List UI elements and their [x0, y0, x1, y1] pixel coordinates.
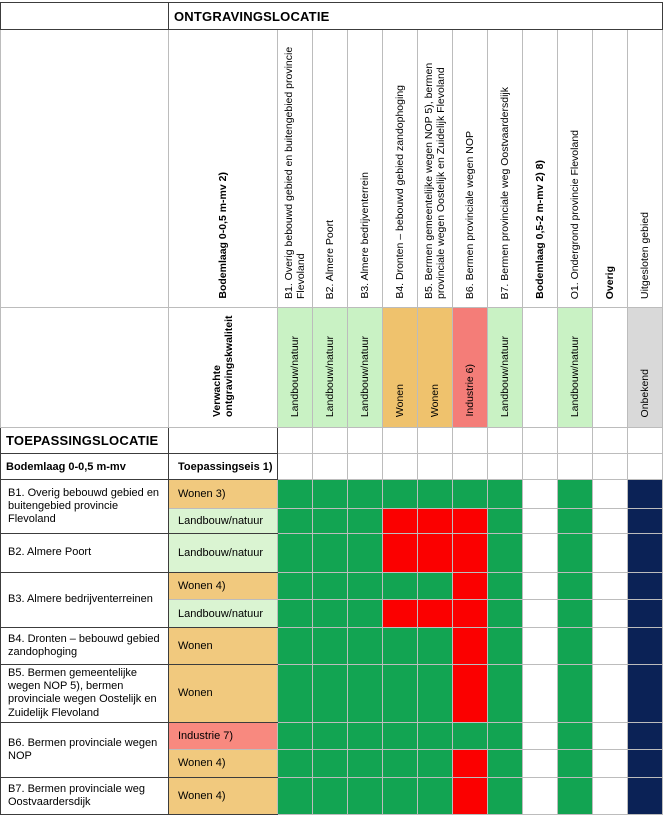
column-header-cell — [523, 30, 558, 308]
empty-matrix-cell — [558, 428, 593, 454]
empty-matrix-cell — [418, 428, 453, 454]
column-header-cell — [348, 30, 383, 308]
matrix-cell — [313, 600, 348, 628]
empty-matrix-cell — [593, 428, 628, 454]
matrix-cell — [593, 480, 628, 509]
ontgravingslocatie-header: ONTGRAVINGSLOCATIE — [169, 3, 663, 30]
matrix-cell — [628, 534, 663, 573]
matrix-cell — [558, 628, 593, 665]
matrix-cell — [488, 665, 523, 723]
requirement-cell: Wonen 4) — [169, 777, 278, 814]
matrix-cell — [278, 573, 313, 600]
expected-quality-label: Wonen — [394, 383, 406, 417]
matrix-cell — [453, 628, 488, 665]
matrix-cell — [488, 600, 523, 628]
matrix-cell — [628, 628, 663, 665]
matrix-cell — [383, 509, 418, 534]
top-left-blank-cell — [1, 3, 169, 30]
matrix-cell — [523, 534, 558, 573]
empty-matrix-cell — [523, 454, 558, 480]
matrix-cell — [313, 749, 348, 777]
matrix-cell — [628, 722, 663, 749]
matrix-cell — [523, 573, 558, 600]
matrix-cell — [383, 600, 418, 628]
matrix-cell — [383, 665, 418, 723]
matrix-cell — [558, 573, 593, 600]
location-label-cell: B3. Almere bedrijventerreinen — [1, 573, 169, 628]
toepassingslocatie-header: TOEPASSINGSLOCATIE — [1, 428, 169, 454]
column-header-cell — [453, 30, 488, 308]
column-header-label: B2. Almere Poort — [324, 219, 336, 299]
matrix-cell — [593, 573, 628, 600]
blank-cell — [169, 428, 278, 454]
empty-matrix-cell — [488, 428, 523, 454]
requirement-cell: Wonen 4) — [169, 749, 278, 777]
matrix-cell — [628, 600, 663, 628]
column-header-label: B4. Dronten – bebouwd gebied zandophoging — [394, 85, 406, 299]
expected-quality-cell — [278, 308, 313, 428]
matrix-cell — [278, 665, 313, 723]
depth-layer-axis-label: Bodemlaag 0-0,5 m-mv 2) — [217, 172, 229, 299]
matrix-cell — [348, 722, 383, 749]
matrix-cell — [418, 534, 453, 573]
matrix-cell — [313, 509, 348, 534]
matrix-cell — [313, 722, 348, 749]
matrix-cell — [383, 573, 418, 600]
requirement-cell: Landbouw/natuur — [169, 509, 278, 534]
matrix-cell — [383, 534, 418, 573]
matrix-cell — [523, 749, 558, 777]
matrix-cell — [523, 509, 558, 534]
matrix-cell — [348, 573, 383, 600]
expected-quality-row — [1, 308, 663, 428]
matrix-cell — [418, 628, 453, 665]
empty-matrix-cell — [383, 454, 418, 480]
matrix-cell — [383, 722, 418, 749]
matrix-cell — [348, 534, 383, 573]
matrix-cell — [278, 600, 313, 628]
matrix-cell — [558, 665, 593, 723]
matrix-cell — [593, 600, 628, 628]
matrix-cell — [453, 665, 488, 723]
empty-matrix-cell — [453, 428, 488, 454]
soil-excavation-application-table — [0, 2, 663, 815]
column-header-cell — [313, 30, 348, 308]
matrix-cell — [278, 509, 313, 534]
column-header-label: B7. Bermen provinciale weg Oostvaardersdijk — [499, 86, 511, 299]
matrix-cell — [558, 534, 593, 573]
column-header-label: Overig — [604, 265, 616, 299]
expected-quality-label: Landbouw/natuur — [289, 335, 301, 417]
empty-matrix-cell — [348, 454, 383, 480]
column-header-label: B3. Almere bedrijventerrein — [359, 172, 371, 299]
matrix-cell — [453, 573, 488, 600]
bodemlaag-subheader: Bodemlaag 0-0,5 m-mv — [1, 454, 169, 480]
expected-quality-label: Landbouw/natuur — [499, 335, 511, 417]
location-label-cell: B5. Bermen gemeentelijke wegen NOP 5), bermen provinciale wegen Oostelijk en Zuidelijk Flevoland — [1, 665, 169, 723]
empty-matrix-cell — [453, 454, 488, 480]
toepassingseis-subheader: Toepassingseis 1) — [169, 454, 278, 480]
empty-matrix-cell — [383, 428, 418, 454]
application-location-row — [1, 628, 663, 665]
column-header-label: Bodemlaag 0,5-2 m-mv 2) 8) — [534, 160, 546, 299]
empty-matrix-cell — [418, 454, 453, 480]
requirement-cell: Landbouw/natuur — [169, 534, 278, 573]
empty-matrix-cell — [278, 454, 313, 480]
matrix-cell — [348, 480, 383, 509]
column-header-label: Uitgesloten gebied — [639, 212, 652, 299]
location-label-cell: B1. Overig bebouwd gebied en buitengebied provincie Flevoland — [1, 480, 169, 534]
matrix-cell — [453, 749, 488, 777]
blank-cell — [1, 308, 169, 428]
expected-quality-label: Landbouw/natuur — [569, 335, 581, 417]
matrix-cell — [558, 509, 593, 534]
matrix-cell — [628, 665, 663, 723]
matrix-cell — [593, 722, 628, 749]
matrix-cell — [348, 509, 383, 534]
matrix-cell — [593, 509, 628, 534]
matrix-cell — [453, 722, 488, 749]
matrix-cell — [278, 722, 313, 749]
column-header-cell — [488, 30, 523, 308]
empty-matrix-cell — [488, 454, 523, 480]
matrix-cell — [488, 480, 523, 509]
matrix-cell — [278, 534, 313, 573]
matrix-cell — [488, 749, 523, 777]
location-label-cell: B6. Bermen provinciale wegen NOP — [1, 722, 169, 777]
matrix-cell — [558, 600, 593, 628]
expected-quality-cell — [348, 308, 383, 428]
column-header-cell — [383, 30, 418, 308]
matrix-cell — [278, 749, 313, 777]
matrix-cell — [558, 749, 593, 777]
matrix-cell — [418, 600, 453, 628]
expected-quality-label: Landbouw/natuur — [359, 335, 371, 417]
top-header-row — [1, 3, 663, 30]
matrix-cell — [488, 509, 523, 534]
matrix-cell — [453, 600, 488, 628]
empty-matrix-cell — [593, 454, 628, 480]
matrix-cell — [418, 509, 453, 534]
matrix-cell — [628, 749, 663, 777]
requirement-cell: Wonen 4) — [169, 573, 278, 600]
application-location-row — [1, 480, 663, 509]
requirement-cell: Industrie 7) — [169, 722, 278, 749]
matrix-cell — [383, 628, 418, 665]
expected-quality-label: Onbekend — [639, 368, 652, 417]
matrix-cell — [488, 534, 523, 573]
matrix-cell — [313, 573, 348, 600]
expected-quality-label: Industrie 6) — [464, 364, 476, 417]
matrix-cell — [523, 480, 558, 509]
matrix-cell — [313, 480, 348, 509]
matrix-cell — [313, 534, 348, 573]
matrix-cell — [418, 749, 453, 777]
column-header-cell — [593, 30, 628, 308]
location-label-cell: B4. Dronten – bebouwd gebied zandophoging — [1, 628, 169, 665]
matrix-cell — [313, 628, 348, 665]
matrix-cell — [488, 722, 523, 749]
matrix-cell — [418, 722, 453, 749]
empty-matrix-cell — [523, 428, 558, 454]
expected-quality-cell — [523, 308, 558, 428]
matrix-cell — [453, 534, 488, 573]
column-header-cell — [278, 30, 313, 308]
matrix-cell — [628, 509, 663, 534]
expected-quality-axis-label: Verwachte ontgravingskwaliteit — [211, 315, 235, 417]
matrix-cell — [418, 480, 453, 509]
application-location-row — [1, 573, 663, 600]
column-header-cell — [558, 30, 593, 308]
matrix-cell — [348, 665, 383, 723]
application-location-row — [1, 665, 663, 723]
expected-quality-cell — [593, 308, 628, 428]
column-header-label: O1. Ondergrond provincie Flevoland — [569, 129, 581, 299]
matrix-cell — [383, 480, 418, 509]
empty-matrix-cell — [313, 454, 348, 480]
matrix-cell — [523, 628, 558, 665]
expected-quality-cell — [558, 308, 593, 428]
column-header-label: B1. Overig bebouwd gebied en buitengebied provincie Flevoland — [283, 46, 307, 299]
column-header-label: B5. Bermen gemeentelijke wegen NOP 5), bermen provinciale wegen Oostelijk en Zuidelijk Flevoland — [423, 62, 447, 299]
expected-quality-label: Landbouw/natuur — [324, 335, 336, 417]
expected-quality-cell — [418, 308, 453, 428]
expected-quality-cell — [453, 308, 488, 428]
requirement-cell: Landbouw/natuur — [169, 600, 278, 628]
location-label-cell: B2. Almere Poort — [1, 534, 169, 573]
matrix-cell — [348, 628, 383, 665]
location-label-cell: B7. Bermen provinciale weg Oostvaardersdijk — [1, 777, 169, 814]
matrix-cell — [348, 749, 383, 777]
expected-quality-label: Wonen — [429, 383, 441, 417]
matrix-cell — [383, 749, 418, 777]
application-location-row — [1, 534, 663, 573]
blank-cell — [1, 30, 169, 308]
matrix-cell — [523, 665, 558, 723]
empty-matrix-cell — [628, 454, 663, 480]
application-location-row — [1, 722, 663, 749]
column-header-label: B6. Bermen provinciale wegen NOP — [464, 130, 476, 299]
sub-header-row — [1, 454, 663, 480]
requirement-cell: Wonen — [169, 665, 278, 723]
matrix-cell — [593, 628, 628, 665]
matrix-cell — [278, 628, 313, 665]
empty-matrix-cell — [313, 428, 348, 454]
matrix-cell — [558, 480, 593, 509]
matrix-cell — [593, 665, 628, 723]
matrix-cell — [418, 665, 453, 723]
matrix-cell — [593, 534, 628, 573]
section-header-row — [1, 428, 663, 454]
matrix-cell — [453, 480, 488, 509]
matrix-cell — [628, 573, 663, 600]
matrix-cell — [418, 573, 453, 600]
requirement-cell: Wonen — [169, 628, 278, 665]
empty-matrix-cell — [558, 454, 593, 480]
matrix-cell — [488, 573, 523, 600]
requirement-cell: Wonen 3) — [169, 480, 278, 509]
matrix-cell — [628, 480, 663, 509]
matrix-cell — [278, 480, 313, 509]
matrix-cell — [523, 600, 558, 628]
column-header-row — [1, 30, 663, 308]
empty-matrix-cell — [278, 428, 313, 454]
column-header-cell — [628, 30, 663, 308]
depth-layer-axis-cell — [169, 30, 278, 308]
matrix-cell — [593, 749, 628, 777]
matrix-cell — [488, 628, 523, 665]
expected-quality-cell — [383, 308, 418, 428]
matrix-cell — [313, 665, 348, 723]
empty-matrix-cell — [628, 428, 663, 454]
column-header-cell — [418, 30, 453, 308]
expected-quality-axis-cell — [169, 308, 278, 428]
matrix-cell — [558, 722, 593, 749]
expected-quality-cell — [628, 308, 663, 428]
matrix-cell — [453, 509, 488, 534]
empty-matrix-cell — [348, 428, 383, 454]
expected-quality-cell — [488, 308, 523, 428]
expected-quality-cell — [313, 308, 348, 428]
matrix-cell — [348, 600, 383, 628]
matrix-cell — [523, 722, 558, 749]
